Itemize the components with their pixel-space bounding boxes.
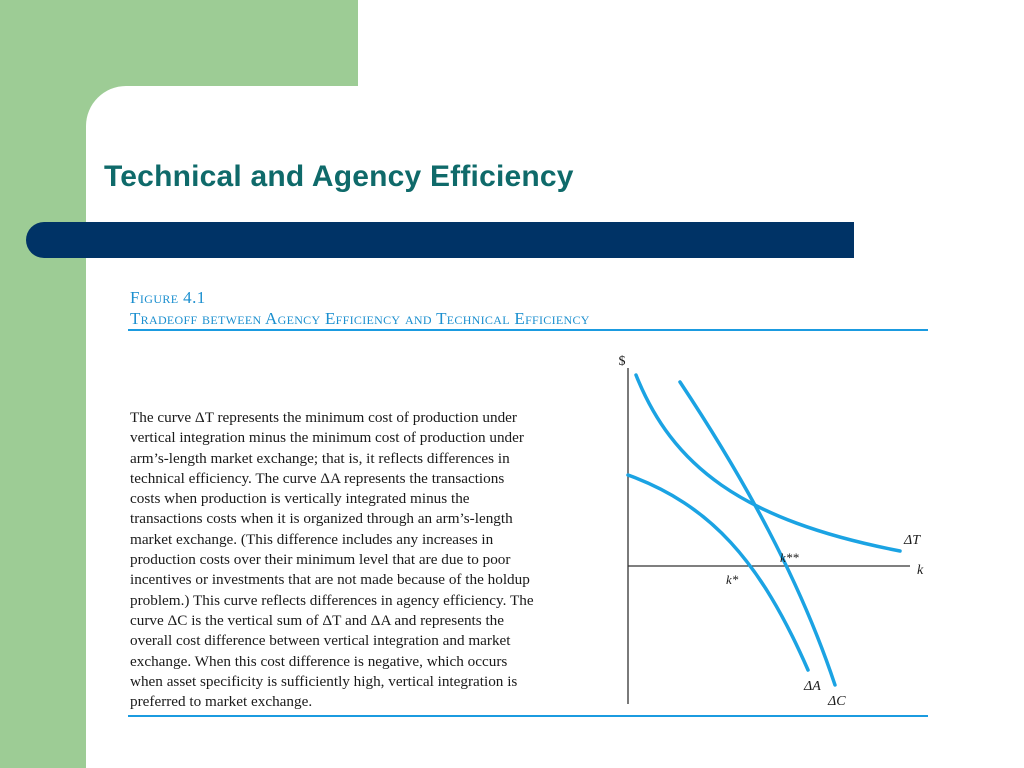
caption-line: vertical integration minus the minimum cost of production under: [130, 429, 524, 447]
tradeoff-diagram: [600, 340, 940, 710]
figure-title: Tradeoff between Agency Efficiency and Technical Efficiency: [130, 309, 590, 328]
label-k-star: k*: [726, 572, 739, 587]
figure-top-rule: [128, 329, 928, 331]
caption-line: costs when production is vertically integrated minus the: [130, 490, 470, 508]
caption-line: market exchange. (This difference includes any increases in: [130, 530, 494, 548]
caption-line: arm’s-length market exchange; that is, it reflects differences in: [130, 449, 510, 467]
figure-label: Figure 4.1: [130, 288, 206, 307]
caption-line: The curve ΔT represents the minimum cost of production under: [130, 409, 517, 426]
title-underline-bar: [26, 222, 854, 258]
caption-line: technical efficiency. The curve ΔA represents the transactions: [130, 469, 505, 487]
figure-caption: [130, 408, 610, 712]
slide-title: Technical and Agency Efficiency: [104, 160, 574, 193]
label-delta-t: ΔT: [904, 533, 921, 548]
y-axis-label: $: [618, 354, 626, 369]
caption-line: production costs over their minimum level that are due to poor: [130, 551, 511, 569]
figure-bottom-rule: [128, 715, 928, 717]
x-axis-label: k: [917, 563, 924, 578]
caption-line: exchange. When this cost difference is negative, which occurs: [130, 652, 508, 670]
curve-delta-t: [636, 375, 900, 551]
caption-line: when asset specificity is sufficiently high, vertical integration is: [130, 672, 518, 690]
curve-delta-c: [680, 382, 835, 685]
caption-line: curve ΔC is the vertical sum of ΔT and ΔA and represents the: [130, 611, 505, 629]
curve-delta-a: [628, 475, 808, 670]
caption-line: transactions costs when it is organized through an arm’s-length: [130, 510, 513, 528]
caption-line: problem.) This curve reflects differences in agency efficiency. The: [130, 591, 534, 609]
caption-line: preferred to market exchange.: [130, 693, 313, 711]
caption-line: incentives or investments that are not made because of the holdup: [130, 571, 530, 589]
label-delta-a: ΔA: [804, 679, 821, 694]
label-k-double-star: k**: [780, 550, 799, 565]
label-delta-c: ΔC: [828, 694, 846, 709]
caption-line: overall cost difference between vertical integration and market: [130, 632, 511, 650]
green-left-strip: [0, 0, 86, 768]
